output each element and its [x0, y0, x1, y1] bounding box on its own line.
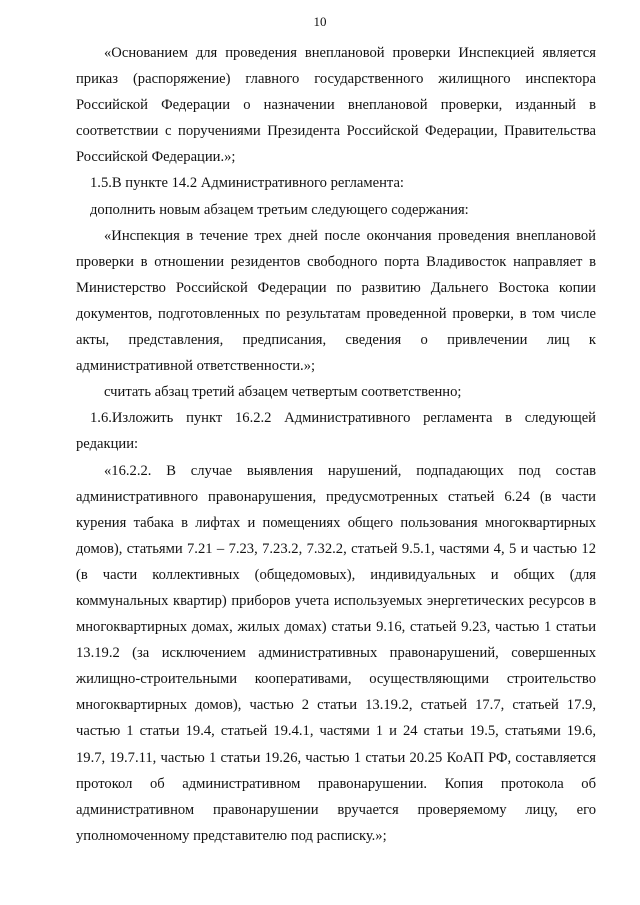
page-number: 10 — [313, 14, 327, 29]
document-body — [76, 40, 596, 849]
paragraph-renumber: считать абзац третий абзацем четвертым соответственно; — [104, 384, 462, 401]
paragraph-add-third-paragraph: дополнить новым абзацем третьим следующего содержания: — [90, 201, 469, 218]
paragraph-item-1-6: 1.6.Изложить пункт 16.2.2 Административного регламента в следующей редакции: — [76, 410, 596, 453]
paragraph-quote-16-2-2: «16.2.2. В случае выявления нарушений, подпадающих под состав административного правонарушения, предусмотренных статьей 6.24 (в части курения табака в лифтах и помещениях общего пользования многоквартирных домов), статьями 7.21 – 7.23, 7.23.2, 7.32.2, статьей 9.5.1, частями 4, 5 и частью 12 (в части коллективных (общедомовых), индивидуальных и общих (для коммунальных квартир) приборов учета используемых энергетических ресурсов в многоквартирных домах, жилых домах) статьи 9.16, статьей 9.23, частью 1 статьи 13.19.2 (за исключением административных правонарушений, совершенных жилищно-строительными кооперативами, осуществляющими строительство многоквартирных домов), частью 2 статьи 13.19.2, статьей 17.7, статьей 17.9, частью 1 статьи 19.4, статьей 19.4.1, частями 1 и 24 статьи 19.5, статьями 19.6, 19.7, 19.7.11, частью 1 статьи 19.26, частью 1 статьи 20.25 КоАП РФ, составляется протокол об административном правонарушении. Копия протокола об административном правонарушении вручается проверяемому лицу, его уполномоченному представителю под расписку.»; — [76, 462, 596, 844]
paragraph-quote-inspection-basis: «Основанием для проведения внеплановой проверки Инспекцией является приказ (распоряжение) главного государственного жилищного инспектора Российской Федерации о назначении внеплановой проверки, изданный в соответствии с поручениями Президента Российской Федерации, Правительства Российской Федерации.»; — [76, 45, 596, 166]
paragraph-quote-vladivostok-port: «Инспекция в течение трех дней после окончания проведения внеплановой проверки в отношении резидентов свободного порта Владивосток направляет в Министерство Российской Федерации по развитию Дальнего Востока копии документов, подготовленных по результатам проведенной проверки, в том числе акты, представления, предписания, сведения о привлечении лиц к административной ответственности.»; — [76, 227, 596, 375]
paragraph-item-1-5: 1.5.В пункте 14.2 Административного регламента: — [90, 175, 404, 192]
